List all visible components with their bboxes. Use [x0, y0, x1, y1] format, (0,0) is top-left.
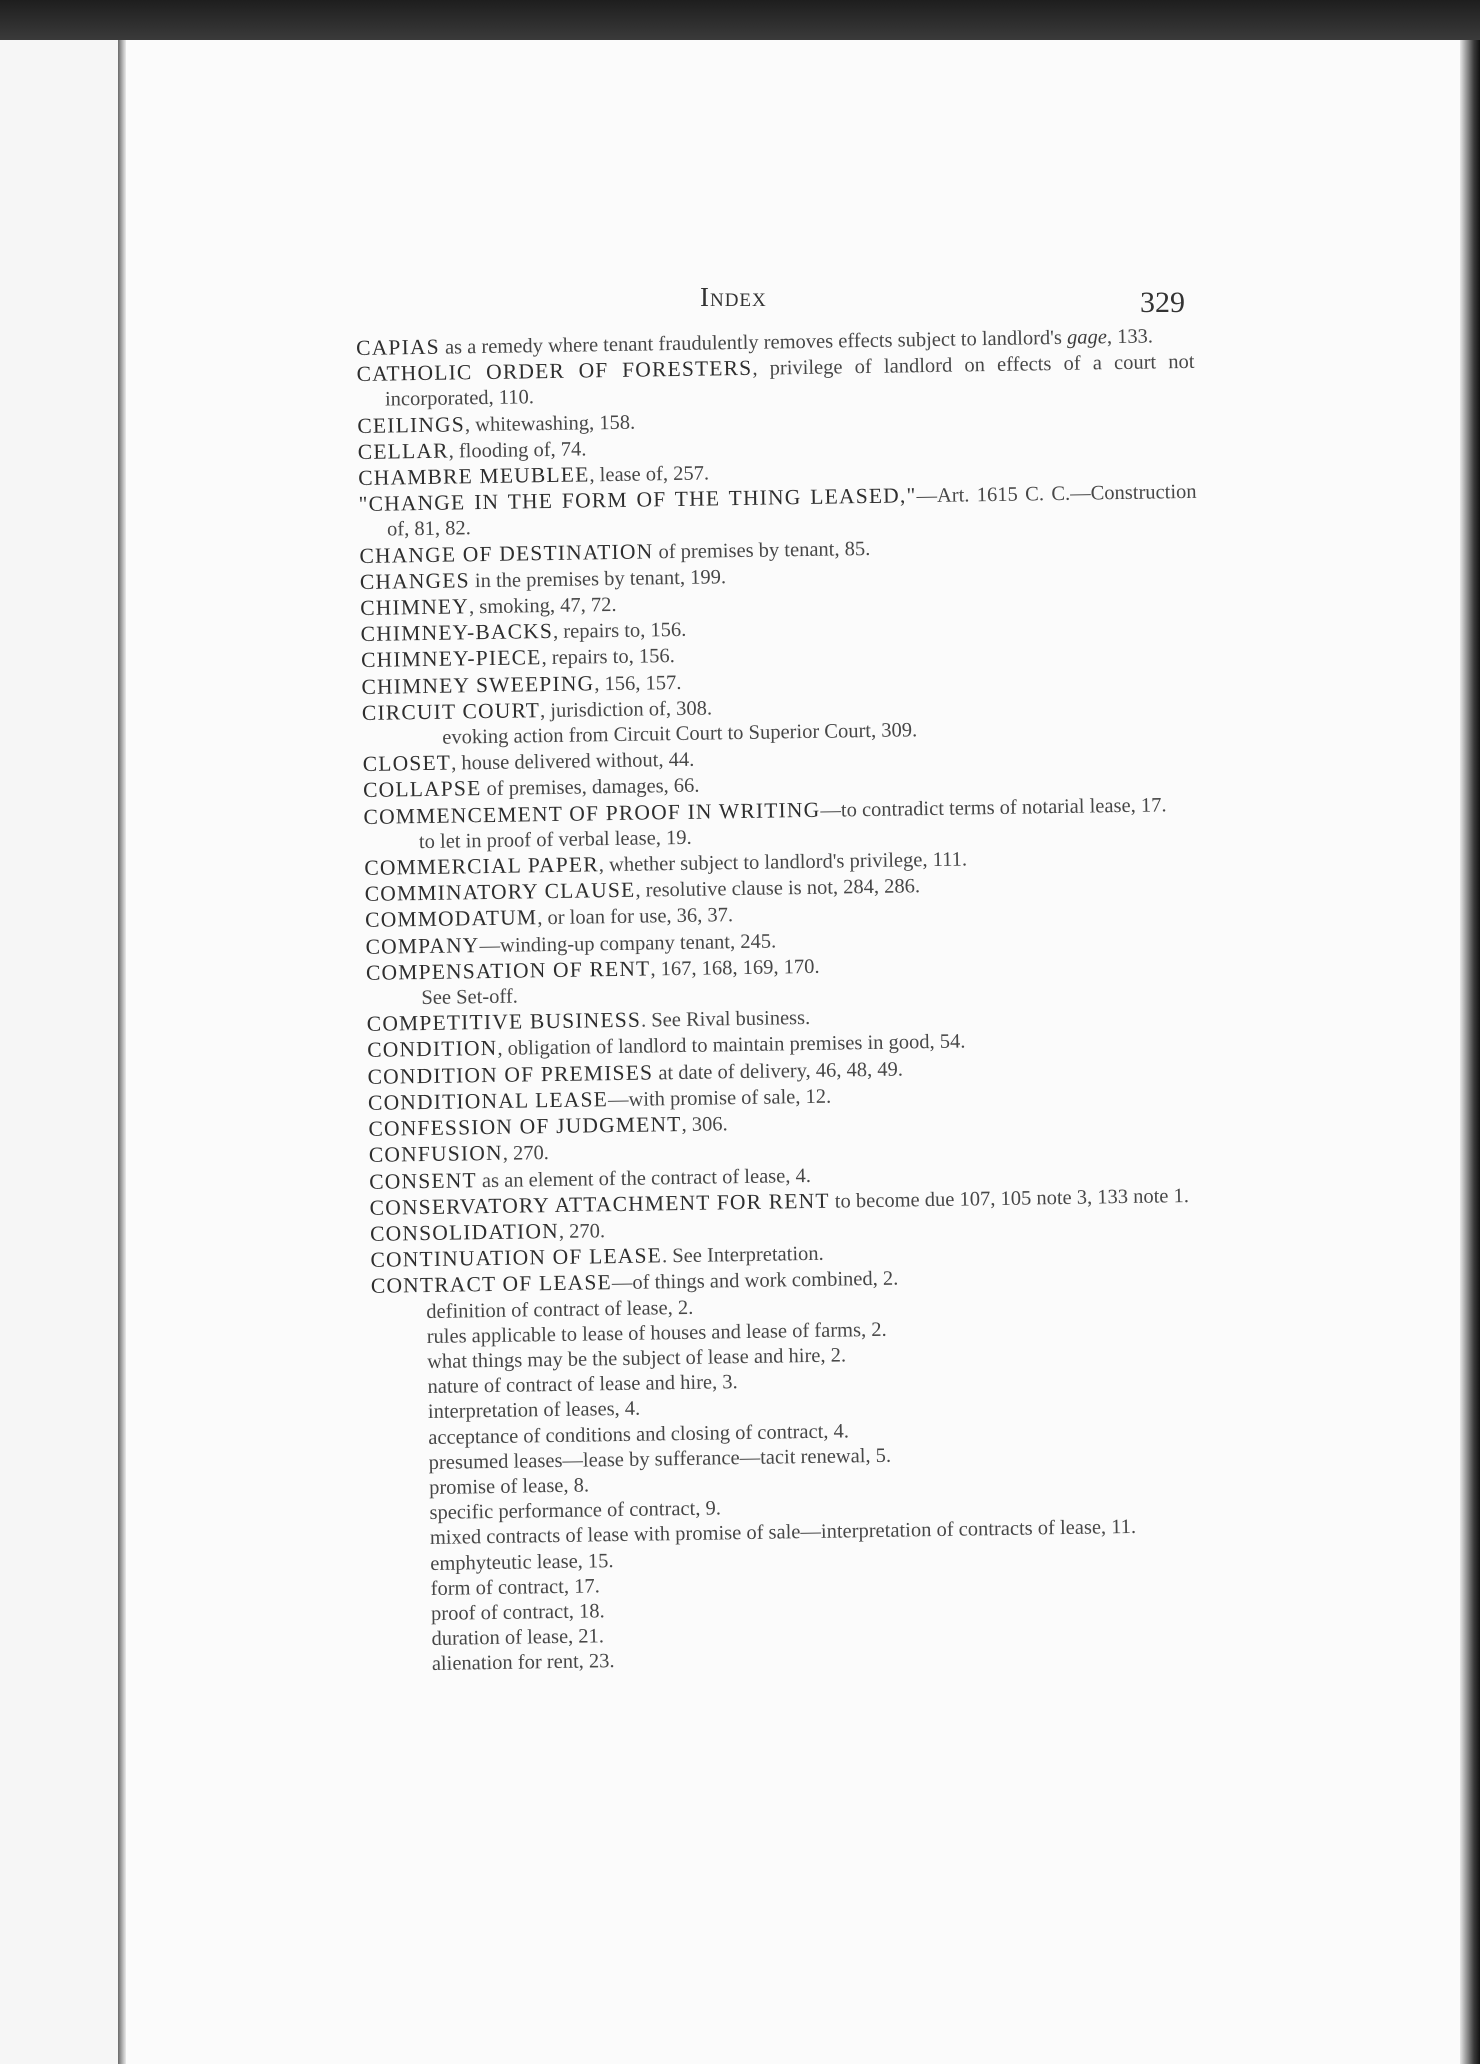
index-text: as an element of the contract of lease, 4.: [476, 1164, 812, 1192]
index-text-tail: , 133.: [1106, 325, 1154, 349]
index-heading: CHANGE OF DESTINATION: [359, 538, 654, 568]
index-heading: CONSERVATORY ATTACHMENT FOR RENT: [369, 1188, 830, 1220]
index-heading: CONFESSION OF JUDGMENT: [368, 1112, 682, 1141]
index-text: , resolutive clause is not, 284, 286.: [635, 875, 921, 902]
index-text: , jurisdiction of, 308.: [539, 697, 713, 722]
index-text: definition of contract of lease, 2.: [426, 1296, 694, 1323]
index-text: , or loan for use, 36, 37.: [537, 904, 734, 930]
index-text: , lease of, 257.: [589, 462, 710, 487]
index-text: —to contradict terms of notarial lease, 17.: [820, 793, 1167, 822]
index-heading: CONFUSION: [368, 1141, 503, 1168]
index-text: , 156, 157.: [594, 671, 682, 695]
index-text: presumed leases—lease by sufferance—tacit renewal, 5.: [428, 1444, 892, 1474]
index-heading: CONSENT: [369, 1167, 478, 1194]
index-heading: CATHOLIC ORDER OF FORESTERS: [356, 355, 753, 387]
index-text: , obligation of landlord to maintain premises in good, 54.: [497, 1031, 966, 1061]
running-head-text: Index: [700, 282, 767, 312]
index-text: —with promise of sale, 12.: [607, 1085, 832, 1112]
index-heading: COMPANY: [365, 932, 480, 959]
index-heading: CHIMNEY: [360, 594, 470, 620]
index-heading: CLOSET: [362, 750, 452, 777]
index-text: , repairs to, 156.: [552, 619, 687, 644]
index-heading: CHAMBRE MEUBLEE: [358, 462, 590, 490]
index-text: proof of contract, 18.: [430, 1600, 605, 1625]
index-text: interpretation of leases, 4.: [427, 1397, 641, 1424]
index-heading: COMMODATUM: [364, 905, 538, 933]
index-heading: CONTINUATION OF LEASE: [370, 1243, 663, 1272]
index-heading: CHIMNEY-PIECE: [360, 645, 542, 673]
index-text: . See Rival business.: [640, 1007, 811, 1032]
index-text: , whitewashing, 158.: [464, 411, 636, 436]
index-text: at date of delivery, 46, 48, 49.: [653, 1058, 904, 1085]
index-entries: [356, 323, 1215, 1679]
index-text: to let in proof of verbal lease, 19.: [418, 826, 692, 853]
index-heading: COMMENCEMENT OF PROOF IN WRITING: [363, 797, 821, 829]
index-text: —of things and work combined, 2.: [611, 1267, 899, 1295]
index-text: See Set-off.: [421, 985, 518, 1010]
index-text: , smoking, 47, 72.: [468, 593, 617, 619]
index-text: , repairs to, 156.: [541, 645, 675, 670]
index-text: , 270.: [558, 1220, 606, 1243]
page-number: 329: [1140, 286, 1185, 319]
scan-left-margin: [0, 40, 118, 2064]
index-text: . See Interpretation.: [661, 1242, 824, 1268]
scan-top-edge: [0, 0, 1480, 40]
index-text: promise of lease, 8.: [428, 1474, 590, 1499]
index-text: acceptance of conditions and closing of contract, 4.: [428, 1419, 850, 1449]
index-heading: CONDITION OF PREMISES: [367, 1060, 654, 1089]
index-text: , 167, 168, 169, 170.: [650, 955, 820, 981]
index-text: specific performance of contract, 9.: [429, 1497, 722, 1525]
index-italic-term: gage: [1066, 326, 1108, 349]
index-heading: CHIMNEY-BACKS: [360, 619, 554, 647]
index-heading: COMMINATORY CLAUSE: [364, 877, 636, 907]
index-heading: COLLAPSE: [362, 776, 482, 803]
index-text: , flooding of, 74.: [448, 438, 587, 463]
index-heading: CEILINGS: [357, 411, 466, 438]
index-heading: CONDITION: [367, 1036, 498, 1063]
index-text: nature of contract of lease and hire, 3.: [427, 1371, 738, 1399]
index-text: —Art. 1615 C. C.—Construction of, 81, 82.: [386, 481, 1197, 541]
index-text: of premises, damages, 66.: [481, 775, 700, 801]
index-text: evoking action from Circuit Court to Superior Court, 309.: [442, 719, 918, 749]
index-heading: CHANGES: [359, 568, 470, 594]
index-heading: "CHANGE IN THE FORM OF THE THING LEASED,": [358, 483, 917, 517]
index-text: , house delivered without, 44.: [450, 748, 695, 775]
page-gutter-shadow: [118, 40, 126, 2064]
index-text: alienation for rent, 23.: [431, 1650, 615, 1676]
index-text: what things may be the subject of lease and hire, 2.: [426, 1344, 847, 1373]
index-text: of premises by tenant, 85.: [653, 537, 871, 563]
page-right-edge: [1460, 40, 1480, 2064]
index-heading: CHIMNEY SWEEPING: [361, 670, 595, 699]
index-text: form of contract, 17.: [430, 1575, 600, 1600]
index-text: to become due 107, 105 note 3, 133 note 1.: [829, 1184, 1190, 1213]
index-text: rules applicable to lease of houses and lease of farms, 2.: [426, 1318, 887, 1348]
index-text: , whether subject to landlord's privilege, 111.: [598, 848, 968, 877]
index-text: , privilege of landlord on effects of a court not incorporated, 110.: [384, 351, 1195, 411]
index-text: in the premises by tenant, 199.: [469, 566, 727, 593]
index-text: , 306.: [681, 1113, 728, 1137]
index-heading: CONSOLIDATION: [369, 1218, 560, 1246]
index-heading: COMPETITIVE BUSINESS: [366, 1007, 642, 1037]
running-head: [700, 282, 767, 313]
index-heading: CELLAR: [357, 438, 449, 464]
index-text: —winding-up company tenant, 245.: [479, 930, 777, 957]
index-heading: CONDITIONAL LEASE: [367, 1087, 609, 1115]
index-heading: CAPIAS: [356, 334, 441, 360]
index-text: mixed contracts of lease with promise of sale—interpretation of contracts of lease, 11.: [429, 1516, 1137, 1550]
index-heading: COMPENSATION OF RENT: [365, 956, 651, 985]
index-heading: CONTRACT OF LEASE: [370, 1270, 613, 1299]
index-text: duration of lease, 21.: [431, 1625, 605, 1651]
index-text: as a remedy where tenant fraudulently removes effects subject to landlord's: [439, 326, 1068, 359]
index-text: emphyteutic lease, 15.: [430, 1549, 614, 1575]
index-text: , 270.: [502, 1142, 550, 1166]
index-heading: CIRCUIT COURT: [361, 698, 541, 725]
index-heading: COMMERCIAL PAPER: [364, 852, 599, 880]
